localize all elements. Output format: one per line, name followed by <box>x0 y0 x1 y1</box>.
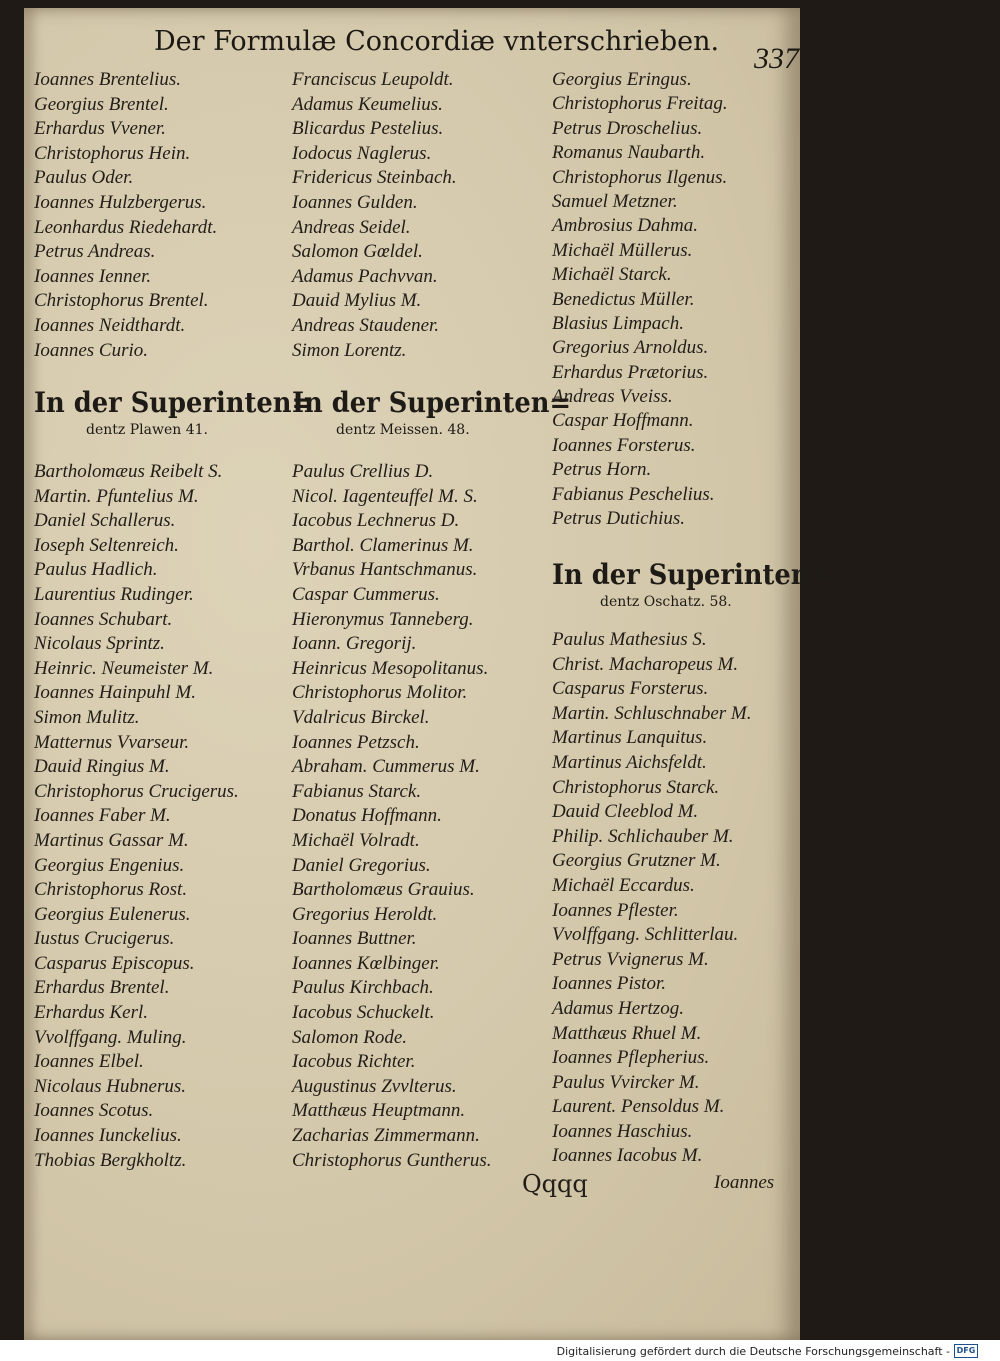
list-item: Simon Mulitz. <box>34 706 140 728</box>
name-list-top <box>34 68 284 363</box>
list-item: Michaël Volradt. <box>292 829 420 851</box>
list-item: Christophorus Ilgenus. <box>552 166 728 188</box>
list-item: Petrus Horn. <box>552 459 652 481</box>
list-item: Zacharias Zimmermann. <box>292 1125 480 1147</box>
list-item: Caspar Cummerus. <box>292 583 440 605</box>
list-item: Laurent. Pensoldus M. <box>552 1096 725 1118</box>
page-number: 337 <box>754 42 799 75</box>
list-item: Petrus Andreas. <box>34 241 156 263</box>
list-item: Ioannes Hainpuhl M. <box>34 682 197 704</box>
list-item: Leonhardus Riedehardt. <box>34 216 218 238</box>
column-middle-bottom <box>292 460 554 1173</box>
list-item: Paulus Hadlich. <box>34 559 158 581</box>
list-item: Georgius Brentel. <box>34 93 169 115</box>
list-item: Vdalricus Birckel. <box>292 706 430 728</box>
signature-mark: Qqqq <box>522 1170 588 1198</box>
list-item: Georgius Eulenerus. <box>34 903 191 925</box>
list-item: Caspar Hoffmann. <box>552 410 694 432</box>
list-item: Nicol. Iagenteuffel M. S. <box>292 485 478 507</box>
list-item: Christophorus Rost. <box>34 879 188 901</box>
section-meissen <box>292 386 572 438</box>
list-item: Erhardus Brentel. <box>34 977 170 999</box>
list-item: Martinus Aichsfeldt. <box>552 751 707 773</box>
list-item: Christophorus Crucigerus. <box>34 780 239 802</box>
list-item: Paulus Crellius D. <box>292 461 434 482</box>
list-item: Iodocus Naglerus. <box>292 142 432 164</box>
column-left-bottom <box>34 460 284 1173</box>
section-subheading: dentz Meissen. 48. <box>336 422 470 438</box>
list-item: Christophorus Brentel. <box>34 290 209 312</box>
list-item: Ioseph Seltenreich. <box>34 534 179 556</box>
list-item: Hieronymus Tanneberg. <box>292 608 474 630</box>
list-item: Franciscus Leupoldt. <box>292 69 454 90</box>
list-item: Ioannes Kœlbinger. <box>292 952 440 974</box>
list-item: Heinric. Neumeister M. <box>34 657 214 679</box>
list-item: Andreas Staudener. <box>292 314 440 336</box>
list-item: Petrus Droschelius. <box>552 117 703 139</box>
list-item: Dauid Mylius M. <box>292 290 422 312</box>
list-item: Ioannes Ienner. <box>34 265 152 287</box>
catchword: Ioannes <box>714 1172 775 1193</box>
list-item: Ioannes Faber M. <box>34 805 171 827</box>
list-item: Andreas Seidel. <box>292 216 411 238</box>
list-item: Ioannes Pflester. <box>552 899 679 921</box>
list-item: Ioannes Haschius. <box>552 1120 693 1142</box>
list-item: Barthol. Clamerinus M. <box>292 534 474 556</box>
column-left <box>34 68 284 363</box>
list-item: Christ. Macharopeus M. <box>552 653 739 675</box>
list-item: Iacobus Richter. <box>292 1051 416 1073</box>
list-item: Georgius Grutzner M. <box>552 850 721 872</box>
list-item: Martinus Gassar M. <box>34 829 189 851</box>
list-item: Vrbanus Hantschmanus. <box>292 559 478 581</box>
list-item: Ioannes Curio. <box>34 339 148 361</box>
list-item: Bartholomæus Grauius. <box>292 879 475 901</box>
list-item: Fabianus Starck. <box>292 780 422 802</box>
list-item: Michaël Starck. <box>552 264 672 286</box>
list-item: Erhardus Prætorius. <box>552 361 709 383</box>
list-item: Ioannes Iacobus M. <box>552 1145 703 1167</box>
list-item: Paulus Kirchbach. <box>292 977 434 999</box>
list-item: Matthæus Rhuel M. <box>552 1022 702 1044</box>
list-item: Petrus Dutichius. <box>552 508 685 530</box>
digitization-credit <box>557 1344 978 1358</box>
list-item: Salomon Gœldel. <box>292 241 423 263</box>
list-item: Matthæus Heuptmann. <box>292 1100 466 1122</box>
page-header-title: Der Formulæ Concordiæ vnterschrieben. <box>154 26 720 57</box>
list-item: Samuel Metzner. <box>552 190 678 212</box>
dfg-logo: DFG <box>954 1344 978 1358</box>
list-item: Michaël Müllerus. <box>552 239 693 261</box>
list-item: Philip. Schlichauber M. <box>552 825 734 847</box>
list-item: Simon Lorentz. <box>292 339 407 361</box>
list-item: Gregorius Arnoldus. <box>552 337 709 359</box>
section-oschatz <box>552 558 832 610</box>
list-item: Casparus Forsterus. <box>552 678 709 700</box>
list-item: Petrus Vvignerus M. <box>552 948 709 970</box>
list-item: Martin. Schluschnaber M. <box>552 702 752 724</box>
list-item: Michaël Eccardus. <box>552 874 695 896</box>
name-list-top <box>292 68 554 363</box>
list-item: Ioannes Elbel. <box>34 1051 144 1073</box>
section-plawen <box>34 386 314 438</box>
list-item: Bartholomæus Reibelt S. <box>34 461 223 482</box>
column-right-bottom <box>552 628 800 1169</box>
name-list-bottom <box>34 460 284 1173</box>
list-item: Christophorus Starck. <box>552 776 720 798</box>
list-item: Casparus Episcopus. <box>34 952 195 974</box>
list-item: Adamus Pachvvan. <box>292 265 438 287</box>
section-heading: In der Superinten= <box>552 558 832 591</box>
list-item: Christophorus Hein. <box>34 142 191 164</box>
list-item: Ioannes Forsterus. <box>552 434 696 456</box>
list-item: Ambrosius Dahma. <box>552 215 699 237</box>
column-right <box>552 68 800 531</box>
list-item: Vvolffgang. Muling. <box>34 1026 187 1048</box>
list-item: Daniel Gregorius. <box>292 854 431 876</box>
list-item: Laurentius Rudinger. <box>34 583 194 605</box>
list-item: Heinricus Mesopolitanus. <box>292 657 489 679</box>
list-item: Abraham. Cummerus M. <box>292 756 480 778</box>
list-item: Matternus Vvarseur. <box>34 731 190 753</box>
list-item: Gregorius Heroldt. <box>292 903 438 925</box>
list-item: Georgius Eringus. <box>552 69 692 90</box>
list-item: Dauid Ringius M. <box>34 756 170 778</box>
list-item: Romanus Naubarth. <box>552 142 706 164</box>
list-item: Fabianus Peschelius. <box>552 483 715 505</box>
list-item: Paulus Oder. <box>34 167 134 189</box>
list-item: Ioannes Iunckelius. <box>34 1125 182 1147</box>
list-item: Vvolffgang. Schlitterlau. <box>552 924 739 946</box>
list-item: Blicardus Pestelius. <box>292 118 444 140</box>
list-item: Adamus Hertzog. <box>552 997 684 1019</box>
list-item: Nicolaus Sprintz. <box>34 633 165 655</box>
section-subheading: dentz Plawen 41. <box>86 422 208 438</box>
list-item: Ioannes Pistor. <box>552 973 666 995</box>
list-item: Salomon Rode. <box>292 1026 408 1048</box>
name-list-bottom <box>292 460 554 1173</box>
section-heading: In der Superinten= <box>34 386 314 419</box>
list-item: Dauid Cleeblod M. <box>552 801 699 823</box>
column-middle <box>292 68 554 363</box>
credit-text: Digitalisierung gefördert durch die Deutsche Forschungsgemeinschaft - <box>556 1344 950 1358</box>
list-item: Ioannes Scotus. <box>34 1100 154 1122</box>
list-item: Christophorus Molitor. <box>292 682 468 704</box>
list-item: Nicolaus Hubnerus. <box>34 1075 186 1097</box>
list-item: Erhardus Kerl. <box>34 1002 149 1024</box>
list-item: Donatus Hoffmann. <box>292 805 442 827</box>
section-subheading: dentz Oschatz. 58. <box>600 594 732 610</box>
name-list-top <box>552 68 800 531</box>
list-item: Benedictus Müller. <box>552 288 695 310</box>
list-item: Ioannes Hulzbergerus. <box>34 191 207 213</box>
list-item: Fridericus Steinbach. <box>292 167 457 189</box>
list-item: Ioannes Petzsch. <box>292 731 420 753</box>
book-page <box>24 8 832 1340</box>
list-item: Ioann. Gregorij. <box>292 633 417 655</box>
name-list-bottom <box>552 628 800 1169</box>
list-item: Andreas Vveiss. <box>552 386 673 408</box>
list-item: Adamus Keumelius. <box>292 93 443 115</box>
list-item: Blasius Limpach. <box>552 312 684 334</box>
list-item: Martinus Lanquitus. <box>552 727 708 749</box>
list-item: Iacobus Lechnerus D. <box>292 510 460 532</box>
list-item: Erhardus Vvener. <box>34 118 166 140</box>
list-item: Ioannes Brentelius. <box>34 69 182 90</box>
list-item: Iacobus Schuckelt. <box>292 1002 435 1024</box>
list-item: Daniel Schallerus. <box>34 510 176 532</box>
list-item: Ioannes Pflepherius. <box>552 1047 710 1069</box>
list-item: Christophorus Freitag. <box>552 93 728 115</box>
list-item: Paulus Mathesius S. <box>552 629 707 650</box>
section-heading: In der Superinten= <box>292 386 572 419</box>
list-item: Ioannes Gulden. <box>292 191 418 213</box>
list-item: Martin. Pfuntelius M. <box>34 485 199 507</box>
list-item: Ioannes Schubart. <box>34 608 173 630</box>
list-item: Thobias Bergkholtz. <box>34 1149 187 1171</box>
list-item: Ioannes Neidthardt. <box>34 314 186 336</box>
list-item: Ioannes Buttner. <box>292 928 417 950</box>
list-item: Christophorus Guntherus. <box>292 1149 492 1171</box>
list-item: Augustinus Zvvlterus. <box>292 1075 457 1097</box>
list-item: Iustus Crucigerus. <box>34 928 175 950</box>
list-item: Georgius Engenius. <box>34 854 185 876</box>
list-item: Paulus Vvircker M. <box>552 1071 700 1093</box>
